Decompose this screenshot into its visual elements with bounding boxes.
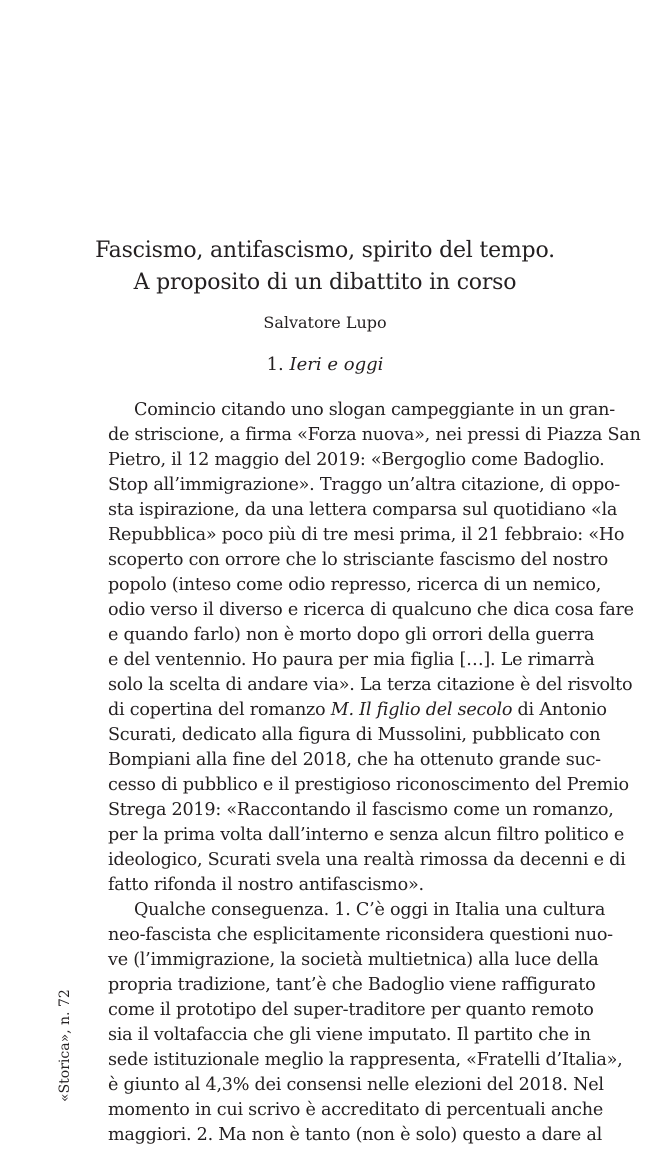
body-line-text: di copertina del romanzo bbox=[108, 700, 331, 720]
body-line: fatto rifonda il nostro antifascismo». bbox=[108, 875, 424, 895]
article-title-line-1: Fascismo, antifascismo, spirito del tempo. bbox=[95, 238, 555, 263]
body-line: ve (l’immigrazione, la società multietnica) alla luce della bbox=[108, 950, 599, 970]
body-line: per la prima volta dall’interno e senza alcun filtro politico e bbox=[108, 825, 625, 845]
body-line: cesso di pubblico e il prestigioso riconoscimento del Premio bbox=[108, 775, 629, 795]
body-line: sia il voltafaccia che gli viene imputato. Il partito che in bbox=[108, 1025, 591, 1045]
body-line: Scurati, dedicato alla figura di Mussolini, pubblicato con bbox=[108, 725, 601, 745]
body-line: scoperto con orrore che lo strisciante fascismo del nostro bbox=[108, 550, 608, 570]
body-line: Qualche conseguenza. 1. C’è oggi in Italia una cultura bbox=[134, 900, 606, 920]
book-title: M. Il figlio del secolo bbox=[330, 700, 513, 720]
body-line: è giunto al 4,3% dei consensi nelle elezioni del 2018. Nel bbox=[108, 1075, 604, 1095]
body-line: Repubblica» poco più di tre mesi prima, il 21 febbraio: «Ho bbox=[108, 525, 625, 545]
body-line: Comincio citando uno slogan campeggiante in un gran- bbox=[134, 400, 615, 420]
body-line: Stop all’immigrazione». Traggo un’altra citazione, di oppo- bbox=[108, 475, 620, 495]
body-line: sede istituzionale meglio la rappresenta, «Fratelli d’Italia», bbox=[108, 1050, 623, 1070]
section-number: 1. bbox=[266, 354, 284, 375]
section-title: Ieri e oggi bbox=[289, 354, 384, 375]
body-line: neo-fascista che esplicitamente riconsidera questioni nuo- bbox=[108, 925, 613, 945]
body-line: sta ispirazione, da una lettera comparsa sul quotidiano «la bbox=[108, 500, 618, 520]
body-line: Bompiani alla fine del 2018, che ha ottenuto grande suc- bbox=[108, 750, 601, 770]
body-line: e quando farlo) non è morto dopo gli orrori della guerra bbox=[108, 625, 595, 645]
body-line: odio verso il diverso e ricerca di qualcuno che dica cosa fare bbox=[108, 600, 634, 620]
article-title-line-2: A proposito di un dibattito in corso bbox=[133, 270, 517, 295]
journal-reference: «Storica», n. 72 bbox=[57, 989, 73, 1102]
body-line: e del ventennio. Ho paura per mia figlia […]. Le rimarrà bbox=[108, 650, 595, 670]
body-line: de striscione, a firma «Forza nuova», nei pressi di Piazza San bbox=[108, 425, 641, 445]
body-line-text: di Antonio bbox=[512, 700, 607, 720]
body-line: solo la scelta di andare via». La terza citazione è del risvolto bbox=[108, 675, 633, 695]
body-line: Pietro, il 12 maggio del 2019: «Bergoglio come Badoglio. bbox=[108, 450, 605, 470]
section-heading bbox=[0, 352, 650, 378]
body-line: popolo (inteso come odio represso, ricerca di un nemico, bbox=[108, 575, 602, 595]
author-name: Salvatore Lupo bbox=[263, 313, 387, 332]
body-line: ideologico, Scurati svela una realtà rimossa da decenni e di bbox=[108, 850, 626, 870]
body-line: Strega 2019: «Raccontando il fascismo come un romanzo, bbox=[108, 800, 614, 820]
body-line: maggiori. 2. Ma non è tanto (non è solo) questo a dare al bbox=[108, 1125, 603, 1145]
body-line: momento in cui scrivo è accreditato di percentuali anche bbox=[108, 1100, 603, 1120]
body-line-with-book-title bbox=[108, 698, 607, 722]
body-line: come il prototipo del super-traditore per quanto remoto bbox=[108, 1000, 594, 1020]
body-line: propria tradizione, tant’è che Badoglio viene raffigurato bbox=[108, 975, 596, 995]
